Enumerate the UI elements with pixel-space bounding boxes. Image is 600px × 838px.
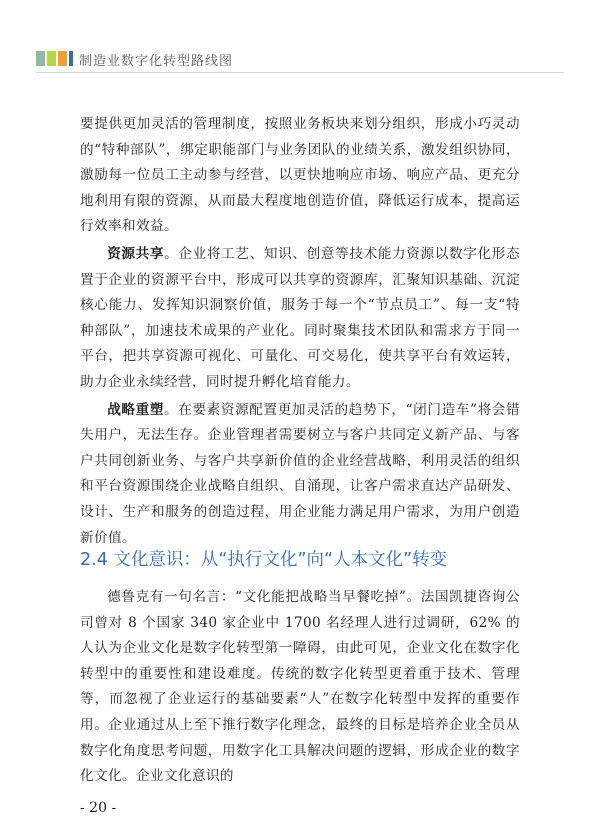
header-title: 制造业数字化转型路线图: [79, 54, 234, 69]
page-number: - 20 -: [80, 800, 117, 816]
paragraph-text: 德鲁克有一句名言：“文化能把战略当早餐吃掉”。法国凯捷咨询公司曾对 8 个国家 340 家企业中 1700 名经理人进行过调研，62% 的人认为企业文化是数字化转型第一障碍，由此可见，企业文化在数字化转型中的重要性和建设难度。传统的数字化转型更着重于技术、管理等，而忽视了企业运行的基础要素“人”在数字化转型中发挥的重要作用。企业通过从上至下推行数字化理念，最终的目标是培养企业全员从数字化角度思考问题，用数字化工具解决问题的逻辑，形成企业的数字化文化。企业文化意识的: [80, 589, 520, 785]
running-header: [0, 48, 600, 70]
header-square-green: [36, 51, 45, 66]
paragraph-lead: 战略重塑: [107, 401, 165, 418]
paragraph-lead: 资源共享: [107, 245, 165, 262]
paragraph: [80, 398, 520, 552]
paragraph: [80, 585, 520, 790]
header-divider: [36, 72, 564, 73]
paragraph-text: 。在要素资源配置更加灵活的趋势下，“闭门造车”将会错失用户，无法生存。企业管理者需要树立与客户共同定义新产品、与客户共同创新业务、与客户共享新价值的企业经营战略，利用灵活的组织和平台资源围绕企业战略自组织、自涌现，让客户需求直达产品研发、设计、生产和服务的创造过程，用企业能力满足用户需求，为用户创造新价值。: [80, 401, 520, 546]
paragraph: [80, 242, 520, 396]
body-text-bottom: [80, 585, 520, 792]
paragraph-text: 。企业将工艺、知识、创意等技术能力资源以数字化形态置于企业的资源平台中，形成可以共享的资源库，汇聚知识基础、沉淀核心能力、发挥知识洞察价值，服务于每一个“节点员工”、每一支“特种部队”，加速技术成果的产业化。同时聚集技术团队和需求方于同一平台，把共享资源可视化、可量化、可交易化，使共享平台有效运转，助力企业永续经营，同时提升孵化培育能力。: [80, 245, 521, 390]
paragraph: [80, 112, 520, 240]
header-square-lime: [47, 51, 56, 66]
header-bar-blue: [69, 51, 73, 66]
paragraph-text: 要提供更加灵活的管理制度，按照业务板块来划分组织，形成小巧灵动的“特种部队”，绑定职能部门与业务团队的业绩关系，激发组织协同，激励每一位员工主动参与经营，以更快地响应市场、响应产品、更充分地利用有限的资源，从而最大程度地创造价值，降低运行成本，提高运行效率和效益。: [80, 116, 520, 235]
body-text-top: [80, 112, 520, 553]
section-title: 2.4 文化意识：从“执行文化”向“人本文化”转变: [80, 550, 448, 570]
header-square-orange: [58, 51, 67, 66]
